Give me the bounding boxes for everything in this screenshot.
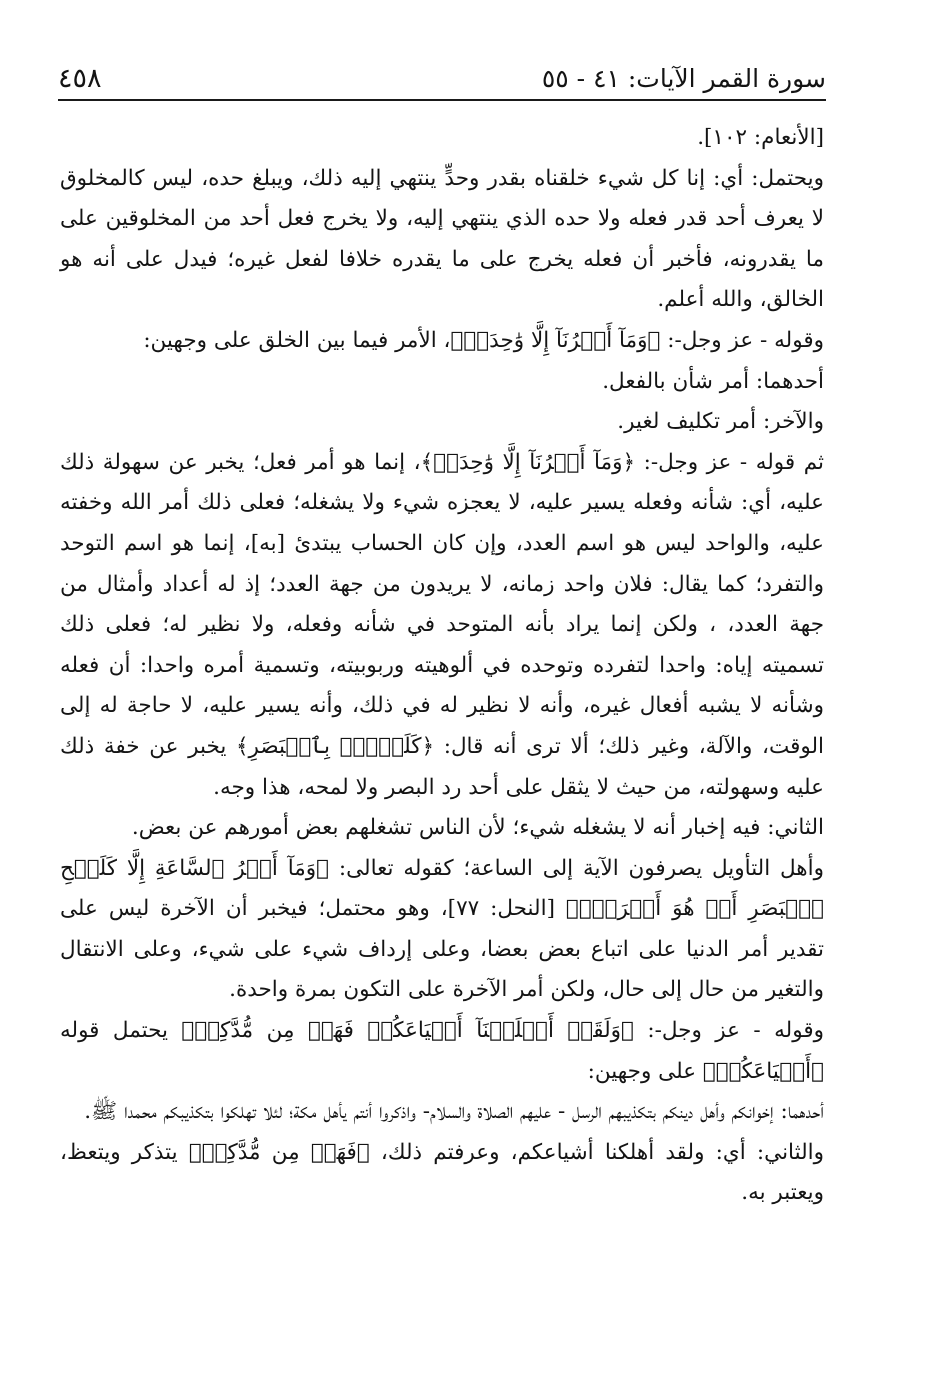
paragraph: وأهل التأويل يصرفون الآية إلى الساعة؛ كقوله تعالى: ﴿وَمَآ أَمۡرُ ٱلسَّاعَةِ إِلَّا كَلَمۡحِ ٱلۡبَصَرِ أَوۡ هُوَ أَقۡرَبُۚ﴾ [النحل: ٧٧]، وهو محتمل؛ فيخبر أن الآخرة ليس على تقدير أمر الدنيا على اتباع بعض بعضا، وعلى إرداف شيء على شيء، وعلى الانتقال والتغير من حال إلى حال، ولكن أمر الآخرة على التكون بمرة واحدة. (60, 855, 824, 1003)
paragraph: والثاني: أي: ولقد أهلكنا أشياعكم، وعرفتم ذلك، ﴿فَهَلۡ مِن مُّدَّكِرٖ﴾ يتذكر ويتعظ، ويعتبر به. (60, 1139, 824, 1206)
paragraph: أحدهما: إخوانكم وأهل دينكم بتكذيبهم الرسل - عليهم الصلاة والسلام- واذكروا أنتم يأهل مكة؛ لئلا تهلكوا بتكذيبكم محمدا ﷺ. (84, 1099, 824, 1125)
paragraph: ويحتمل: أي: إنا كل شيء خلقناه بقدر وحدٍّ ينتهي إليه ذلك، ويبلغ حده، ليس كالمخلوق لا يعرف أحد قدر فعله ولا حده الذي ينتهي إليه، ولا يخرج فعل أحد من المخلوقين على ما يقدرونه، فأخبر أن فعله يخرج على ما يقدره خلافا لفعل غيره؛ فيدل على أنه هو الخالق، والله أعلم. (60, 165, 824, 313)
page-body (60, 118, 824, 1214)
paragraph: والآخر: أمر تكليف لغير. (617, 409, 824, 435)
page-number: ٤٥٨ (58, 63, 102, 94)
paragraph: وقوله - عز وجل-: ﴿وَمَآ أَمۡرُنَآ إِلَّا وَٰحِدَةٞ﴾، الأمر فيما بين الخلق على وجهين: (143, 327, 824, 353)
paragraph-citation: [الأنعام: ١٠٢]. (697, 125, 824, 150)
paragraph: الثاني: فيه إخبار أنه لا يشغله شيء؛ لأن الناس تشغلهم بعض أمورهم عن بعض. (131, 815, 824, 841)
paragraph: وقوله - عز وجل-: ﴿وَلَقَدۡ أَهۡلَكۡنَآ أَشۡيَاعَكُمۡ فَهَلۡ مِن مُّدَّكِرٖ﴾ يحتمل قوله ﴿أَشۡيَاعَكُمۡ﴾ على وجهين: (60, 1018, 824, 1084)
running-title: سورة القمر الآيات: ٤١ - ٥٥ (541, 64, 826, 93)
page-header (58, 52, 826, 96)
header-divider (58, 99, 826, 101)
paragraph: أحدهما: أمر شأن بالفعل. (602, 368, 824, 394)
paragraph: ثم قوله - عز وجل-: ﴿وَمَآ أَمۡرُنَآ إِلَّا وَٰحِدَةٞ﴾، إنما هو أمر فعل؛ يخبر عن سهولة ذلك عليه، أي: شأنه وفعله يسير عليه، لا يعجزه شيء ولا يشغله؛ فعلى ذلك أمر الله وخفته عليه، والواحد ليس هو اسم العدد، وإن كان الحساب يبتدئ [به]، إنما هو اسم التوحد والتفرد؛ كما يقال: فلان واحد زمانه، لا يريدون من جهة العدد؛ إذ له أعداد وأمثال من جهة العدد، ، ولكن إنما يراد بأنه المتوحد في شأنه وفعله، ولا نظير له؛ فعلى ذلك تسميته إياه: واحدا لتفرده وتوحده في ألوهيته وربوبيته، وتسمية أمره واحدا: أن فعله وشأنه لا يشبه أفعال غيره، وأنه لا نظير له في ذلك، وأنه يسير عليه، لا حاجة له إلى الوقت، والآلة، وغير ذلك؛ ألا ترى أنه قال: ﴿كَلَمۡحِۭ بِٱلۡبَصَرِ﴾ يخبر عن خفة ذلك عليه وسهولته، من حيث لا يثقل على أحد رد البصر ولا لمحه، هذا وجه. (60, 449, 824, 800)
